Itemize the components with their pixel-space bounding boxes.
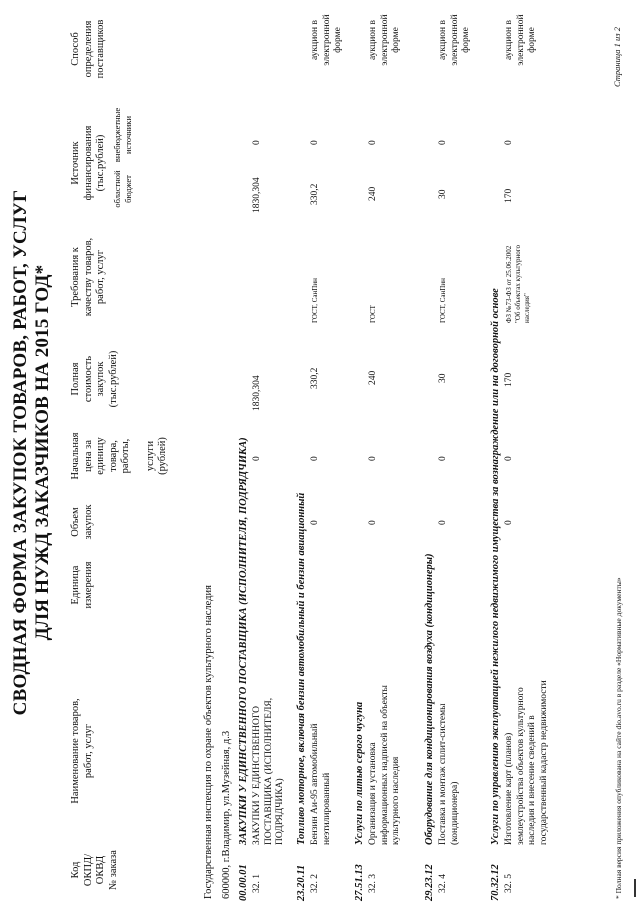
row-full-cost: 1830,304	[252, 375, 262, 411]
row-requirements: ГОСТ, СанПин	[311, 278, 319, 323]
organization-address: 600000, г.Владимир, ул.Музейная, д.3	[221, 730, 232, 899]
document-title-line2: ДЛЯ НУЖД ЗАКАЗЧИКОВ НА 2015 ГОД*	[32, 264, 53, 641]
row-start-price: 0	[504, 456, 514, 461]
row-fin-regional: 330,2	[310, 183, 320, 205]
row-item-name: Поставка и монтаж сплит-системы (кондиционера)	[438, 703, 460, 845]
row-method: аукцион в электронной форме	[310, 14, 343, 66]
section-title: ЗАКУПКИ У ЕДИНСТВЕННОГО ПОСТАВЩИКА (ИСПОЛНИТЕЛЯ, ПОДРЯДЧИКА)	[238, 437, 249, 845]
row-full-cost: 30	[438, 373, 448, 383]
row-start-price: 0	[252, 456, 262, 461]
row-item-name: Бензин Аи-95 автомобильный неэтилированный	[310, 723, 332, 845]
section-code: 27.51.13	[354, 864, 365, 901]
section-code: 23.20.11	[296, 864, 307, 901]
row-order-number: 32. 3	[368, 874, 378, 893]
row-volume: 0	[438, 520, 448, 525]
header-method: Способ определения поставщиков	[70, 19, 106, 79]
row-fin-external: 0	[438, 140, 448, 145]
row-order-number: 32. 5	[504, 874, 514, 893]
row-fin-regional: 240	[368, 186, 378, 201]
row-order-number: 32. 1	[252, 874, 262, 893]
header-requirements: Требования к качеству товаров, работ, услуг	[70, 237, 106, 317]
section-code: 70.32.12	[490, 864, 501, 901]
row-requirements: ГОСТ, СанПин	[439, 278, 447, 323]
row-start-price: 0	[438, 456, 448, 461]
footnote: * Полная версия приложения опубликована на сайте dio.avo.ru в разделе «Нормативные документы»	[614, 577, 623, 899]
row-volume: 0	[310, 520, 320, 525]
section-code: 00.00.01	[238, 864, 249, 901]
row-order-number: 32. 4	[438, 874, 448, 893]
row-fin-regional: 1830,304	[252, 177, 262, 213]
page-counter: Страница 1 из 2	[612, 27, 622, 87]
row-start-price: 0	[368, 456, 378, 461]
header-volume: Объем закупок	[70, 504, 94, 540]
section-heading	[296, 493, 309, 901]
row-start-price: 0	[310, 456, 320, 461]
row-method: аукцион в электронной форме	[368, 14, 401, 66]
section-code: 29.23.12	[424, 864, 435, 901]
row-method: аукцион в электронной форме	[438, 14, 471, 66]
section-heading	[354, 702, 367, 901]
row-method: аукцион в электронной форме	[504, 14, 537, 66]
section-title: Топливо моторное, включая бензин автомобильный и бензин авиационный	[296, 492, 307, 845]
row-volume: 0	[368, 520, 378, 525]
row-requirements: ГОСТ	[369, 305, 377, 323]
row-order-number: 32. 2	[310, 874, 320, 893]
header-name: Наименование товаров, работ, услуг	[70, 698, 94, 804]
row-requirements: ФЗ №73-ФЗ от 25.06.2002 "Об объектах культурного наследия"	[505, 245, 531, 323]
section-title: Услуги по управлению эксплуатацией нежилого недвижимого имущества за вознаграждение или на договорной основе	[490, 288, 501, 845]
row-fin-external: 0	[252, 140, 262, 145]
header-unit: Единица измерения	[70, 561, 94, 609]
row-full-cost: 330,2	[310, 367, 320, 389]
scan-edge-mark	[634, 879, 636, 897]
header-code: Код ОКПД/ ОКВД № заказа	[70, 850, 119, 890]
section-heading	[490, 288, 503, 901]
row-fin-external: 0	[310, 140, 320, 145]
row-item-name: ЗАКУПКИ У ЕДИНСТВЕННОГО ПОСТАВЩИКА (ИСПОЛНИТЕЛЯ, ПОДРЯДЧИКА)	[252, 697, 285, 845]
header-fin-regional: областной бюджет	[112, 170, 133, 208]
header-fin-external: внебюджетные источники	[112, 107, 133, 163]
header-full-cost: Полная стоимость закупок (тыс.рублей)	[70, 350, 119, 408]
row-fin-external: 0	[504, 140, 514, 145]
organization-name: Государственная инспекция по охране объектов культурного наследия	[203, 585, 214, 899]
row-volume: 0	[504, 520, 514, 525]
document-title-line1: СВОДНАЯ ФОРМА ЗАКУПОК ТОВАРОВ, РАБОТ, УСЛУГ	[10, 189, 31, 716]
header-financing: Источник финансирования (тыс.рублей)	[70, 125, 106, 201]
section-heading	[424, 553, 437, 901]
section-title: Оборудование для кондиционирования воздуха (кондиционеры)	[424, 553, 435, 845]
section-heading	[238, 437, 251, 901]
header-start-price: Начальная цена за единицу товара, работы, услуги (рублей)	[70, 432, 168, 480]
section-title: Услуги по литью серого чугуна	[354, 701, 365, 845]
row-fin-regional: 170	[504, 188, 514, 203]
row-full-cost: 170	[504, 372, 514, 387]
row-item-name: Организация и установка информационных надписей на объекты культурного наследия	[368, 685, 401, 845]
row-full-cost: 240	[368, 370, 378, 385]
row-item-name: Изготовление карт (планов) землеустройства объектов культурного наследия и внесение сведений в государственный кадастр недвижимости	[504, 680, 549, 845]
row-fin-regional: 30	[438, 189, 448, 199]
row-fin-external: 0	[368, 140, 378, 145]
